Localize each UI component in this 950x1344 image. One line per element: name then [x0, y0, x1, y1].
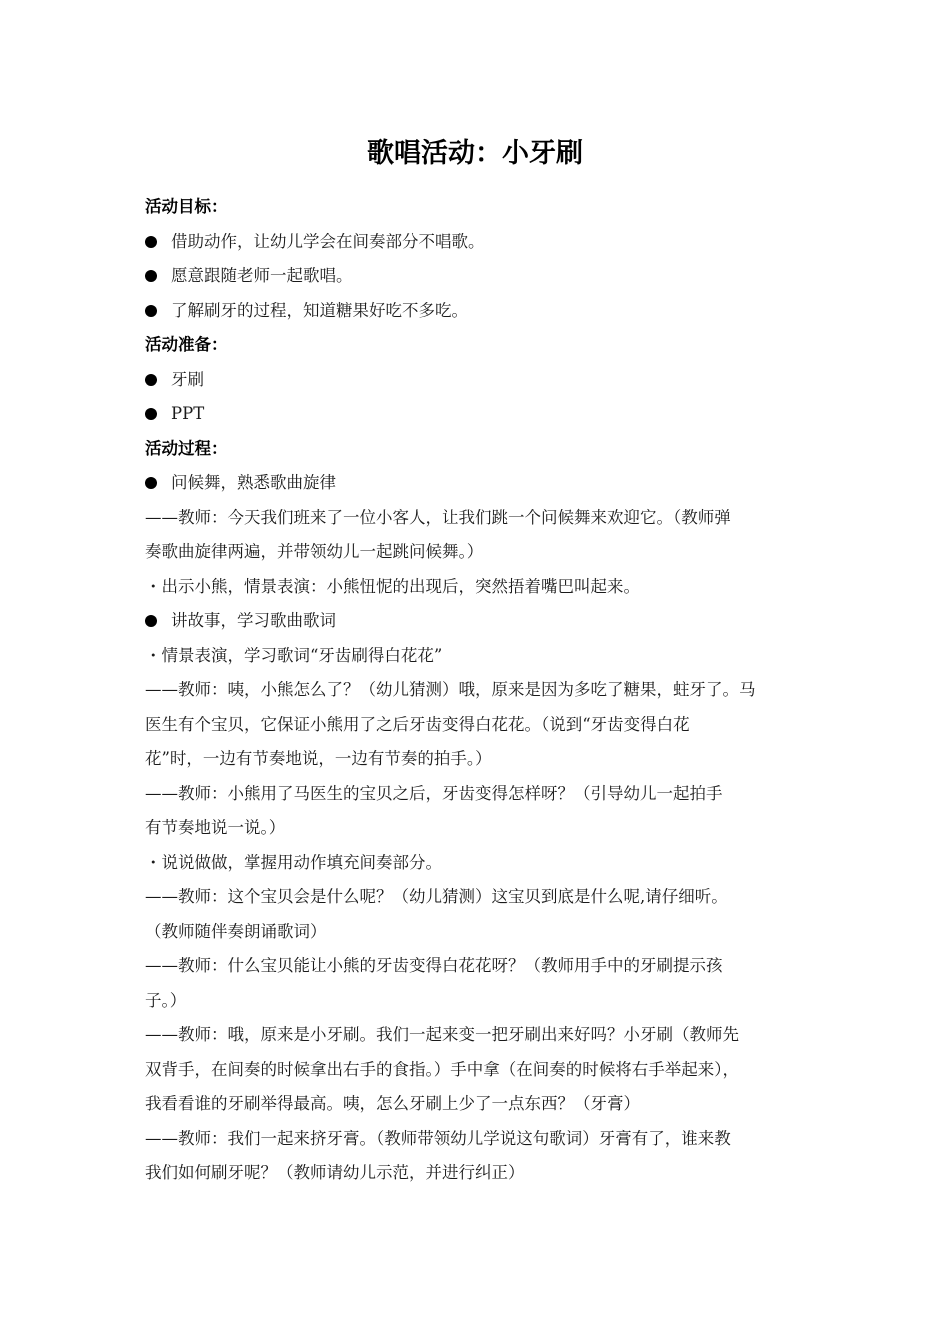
process-line: ・说说做做，掌握用动作填充间奏部分。: [145, 852, 442, 872]
process-line: 医生有个宝贝，它保证小熊用了之后牙齿变得白花花。（说到“牙齿变得白花: [145, 714, 690, 734]
process-line: （教师随伴奏朗诵歌词）: [145, 921, 327, 941]
goal-item: [145, 225, 810, 260]
bullet-icon: [145, 615, 157, 627]
bullet-icon: [145, 408, 157, 420]
process-line: ——教师：我们一起来挤牙膏。（教师带领幼儿学说这句歌词）牙膏有了，谁来教: [145, 1128, 731, 1148]
goal-item-text: 借助动作，让幼儿学会在间奏部分不唱歌。: [171, 231, 485, 251]
process-line: 有节奏地说一说。）: [145, 818, 286, 837]
goals-heading: 活动目标：: [145, 197, 228, 216]
process-line: 我看看谁的牙刷举得最高。咦，怎么牙刷上少了一点东西？（牙膏）: [145, 1094, 640, 1113]
process-line: 我们如何刷牙呢？（教师请幼儿示范，并进行纠正）: [145, 1163, 525, 1182]
goal-item: [145, 259, 810, 294]
bullet-icon: [145, 236, 157, 248]
bullet-icon: [145, 477, 157, 489]
process-line: ・情景表演，学习歌词“牙齿刷得白花花”: [145, 645, 443, 665]
prep-heading: 活动准备：: [145, 335, 228, 354]
process-line: 花”时，一边有节奏地说，一边有节奏的拍手。）: [145, 749, 492, 768]
process-heading: 活动过程：: [145, 438, 228, 458]
process-line: ——教师：哦，原来是小牙刷。我们一起来变一把牙刷出来好吗？小牙刷（教师先: [145, 1025, 739, 1044]
process-line: ——教师：什么宝贝能让小熊的牙齿变得白花花呀？（教师用手中的牙刷提示孩: [145, 956, 723, 975]
document-title: 歌唱活动：小牙刷: [367, 138, 583, 169]
process-line: 奏歌曲旋律两遍，并带领幼儿一起跳问候舞。）: [145, 542, 484, 561]
process-line: ——教师：今天我们班来了一位小客人，让我们跳一个问候舞来欢迎它。（教师弹: [145, 507, 731, 527]
prep-item-text: PPT: [171, 404, 205, 423]
document-body: [145, 190, 810, 1191]
goal-item: [145, 294, 810, 329]
process-line: ——教师：咦，小熊怎么了？（幼儿猜测）哦，原来是因为多吃了糖果，蛀牙了。马: [145, 680, 756, 699]
process-line: 子。）: [145, 990, 187, 1010]
bullet-icon: [145, 270, 157, 282]
prep-item: [145, 363, 810, 398]
process-bullet: [145, 604, 810, 639]
process-line: ——教师：小熊用了马医生的宝贝之后，牙齿变得怎样呀？（引导幼儿一起拍手: [145, 783, 723, 803]
process-line: ——教师：这个宝贝会是什么呢？（幼儿猜测）这宝贝到底是什么呢,请仔细听。: [145, 887, 728, 906]
process-line: ・出示小熊，情景表演：小熊忸怩的出现后，突然捂着嘴巴叫起来。: [145, 576, 640, 596]
bullet-icon: [145, 374, 157, 386]
prep-item: [145, 397, 810, 432]
goal-item-text: 了解刷牙的过程，知道糖果好吃不多吃。: [171, 300, 468, 320]
bullet-icon: [145, 305, 157, 317]
prep-item-text: 牙刷: [171, 369, 204, 389]
process-bullet: [145, 466, 810, 501]
process-line: 双背手，在间奏的时候拿出右手的食指。）手中拿（在间奏的时候将右手举起来），: [145, 1059, 739, 1079]
goal-item-text: 愿意跟随老师一起歌唱。: [171, 266, 353, 285]
process-line-text: 问候舞，熟悉歌曲旋律: [171, 473, 336, 492]
process-line-text: 讲故事，学习歌曲歌词: [171, 611, 336, 630]
